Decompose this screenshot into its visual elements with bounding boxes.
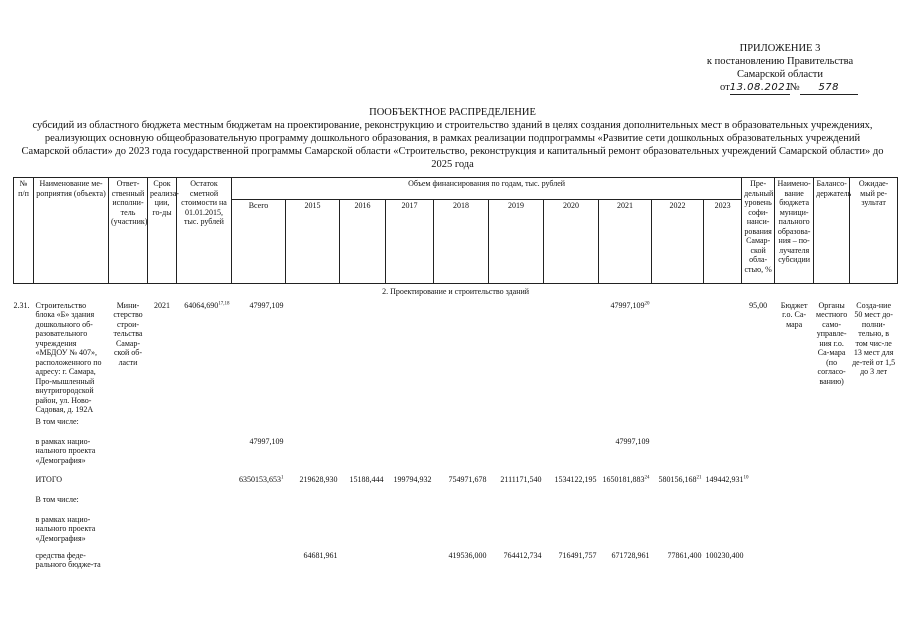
- fed-2023: 100230,400: [705, 550, 744, 560]
- section-title: 2. Проектирование и строительство зданий: [382, 287, 530, 296]
- object-holder: Органы местного само-управле-ния г.о. Са-мара (по согласо-ванию): [816, 300, 848, 386]
- demo-total: 47997,109: [249, 436, 284, 446]
- appendix-from: от: [720, 82, 730, 93]
- itogo-2017: 199794,932: [393, 474, 432, 484]
- itogo-2023: 149442,931$^{10}$: [705, 474, 749, 484]
- header-year: 2019: [489, 200, 544, 284]
- fed-2022: 77861,400: [667, 550, 702, 560]
- header-budget: Наимено-вание бюджета муници-пального образова-ния – по-лучателя субсидии: [775, 178, 814, 284]
- fed-label: средства феде-рального бюдже-та: [35, 550, 101, 569]
- itogo-2022: 580156,168$^{21}$: [658, 474, 702, 484]
- object-rest: 64064,690$^{17,18}$: [184, 300, 230, 310]
- table-row: [14, 550, 898, 571]
- header-year: 2021: [599, 200, 652, 284]
- appendix-line1: к постановлению Правительства: [706, 56, 854, 67]
- header-term: Срок реализа-ции, го-ды: [148, 178, 177, 284]
- header-holder: Балансо-держатель: [814, 178, 850, 284]
- object-resp: Мини-стерство строи-тельства Самар-ской об-ласти: [113, 300, 143, 367]
- header-name: Наименование ме-роприятия (объекта): [34, 178, 109, 284]
- demo2-label: в рамках нацио-нального проекта «Демография»: [35, 514, 96, 543]
- itogo-2021: 1650181,883$^{24}$: [602, 474, 650, 484]
- header-year: 2022: [652, 200, 704, 284]
- itogo-2018: 754971,678: [448, 474, 487, 484]
- object-result: Созда-ние 50 мест до-полни-тельно, в том чис-ле 13 мест для де-тей от 1,5 до 3 лет: [852, 300, 896, 376]
- object-2021: 47997,109$^{20}$: [610, 300, 650, 310]
- header-total: Всего: [232, 200, 286, 284]
- incl2-label: В том числе:: [35, 494, 79, 504]
- object-level: 95,00: [749, 300, 768, 310]
- appendix-number: 578: [818, 82, 840, 93]
- header-result: Ожидае-мый ре-зультат: [850, 178, 898, 284]
- appendix-line2: Самарской области: [737, 69, 823, 80]
- header-level: Пре-дельный уровень софи-нанси-рования Самар-ской обла-стью, %: [742, 178, 775, 284]
- object-total: 47997,109: [249, 300, 284, 310]
- appendix-no-label: №: [789, 82, 800, 93]
- object-term: 2021: [154, 300, 170, 310]
- table-row: [14, 514, 898, 550]
- header-resp: Ответ-ственный исполни-тель (участник): [109, 178, 148, 284]
- header-year: 2018: [434, 200, 489, 284]
- table-row: [14, 300, 898, 416]
- heading-title: ПООБЪЕКТНОЕ РАСПРЕДЕЛЕНИЕ: [369, 107, 536, 118]
- header-volume: Объем финансирования по годам, тыс. рублей: [232, 178, 742, 200]
- appendix-block: [690, 42, 870, 95]
- distribution-table: [13, 177, 898, 571]
- fed-2018: 419536,000: [448, 550, 487, 560]
- header-num: № п/п: [14, 178, 34, 284]
- table-row: [14, 474, 898, 494]
- demo-label: в рамках нацио-нального проекта «Демография»: [35, 436, 96, 465]
- object-num: 2.31.: [13, 300, 30, 310]
- table-row: [14, 494, 898, 514]
- fed-2020: 716491,757: [558, 550, 597, 560]
- appendix-date: 13.08.2021: [729, 82, 792, 93]
- fed-2015: 64681,961: [303, 550, 338, 560]
- header-rest: Остаток сметной стоимости на 01.01.2015, тыс. рублей: [177, 178, 232, 284]
- table-row: [14, 416, 898, 436]
- header-year: 2020: [544, 200, 599, 284]
- itogo-2015: 219628,930: [299, 474, 338, 484]
- fed-2019: 764412,734: [503, 550, 542, 560]
- itogo-2016: 15188,444: [349, 474, 384, 484]
- itogo-label: ИТОГО: [35, 474, 63, 484]
- object-budget: Бюджет г.о. Са-мара: [780, 300, 808, 329]
- fed-2021: 671728,961: [611, 550, 650, 560]
- header-year: 2015: [286, 200, 340, 284]
- itogo-2019: 2111171,540: [500, 474, 542, 484]
- appendix-title: ПРИЛОЖЕНИЕ 3: [739, 43, 821, 54]
- header-year: 2017: [386, 200, 434, 284]
- appendix-date-line: [690, 81, 870, 95]
- object-name: Строительство блока «Б» здания дошкольного об-разовательного учреждения «МБДОУ № 407», расположенного по адресу: г. Самара, Про-мышленный внутригородской район, ул. Ново-Садовая, д. 192А: [35, 300, 102, 414]
- itogo-total: 6350153,653$^1$: [239, 474, 284, 484]
- header-year: 2016: [340, 200, 386, 284]
- header-year: 2023: [704, 200, 742, 284]
- demo-2021: 47997,109: [615, 436, 650, 446]
- incl-label: В том числе:: [35, 416, 79, 426]
- itogo-2020: 1534122,195: [554, 474, 597, 484]
- document-heading: [20, 106, 885, 171]
- table-row: [14, 436, 898, 474]
- heading-text: субсидий из областного бюджета местным бюджетам на проектирование, реконструкцию и строительство зданий в целях создания дополнительных мест в образовательных учреждениях, реализующих основную общеобразовательную программу дошкольного образования, в рамках реализации подпрограммы «Развитие сети дошкольных образовательных учреждений Самарской области» до 2023 года государственной программы Самарской области «Строительство, реконструкция и капитальный ремонт образовательных учреждений Самарской области» до 2025 года: [21, 120, 884, 170]
